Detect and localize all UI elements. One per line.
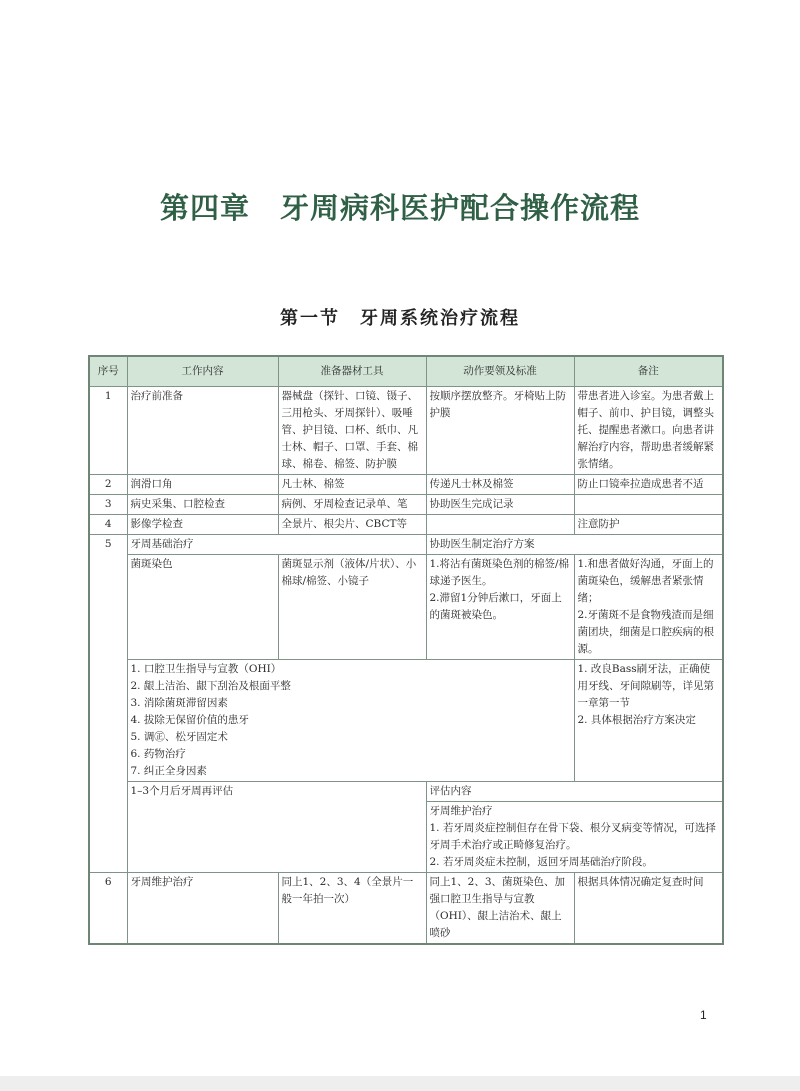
cell-content: 1–3个月后牙周再评估 [127,782,426,873]
cell-no: 5 [89,535,127,873]
cell-content: 牙周维护治疗 [127,873,278,945]
chapter-title: 第四章 牙周病科医护配合操作流程 [159,191,640,225]
cell-no: 4 [89,515,127,535]
cell-label: 评估内容 [426,782,723,802]
table-row-steps [89,660,723,782]
cell-content: 菌斑染色 [127,555,278,660]
step-item: 4. 拔除无保留价值的患牙 [130,714,249,726]
cell-note: 注意防护 [574,515,723,535]
cell-no: 1 [89,387,127,475]
cell-note [574,555,723,660]
cell-note [574,660,723,782]
header-content: 工作内容 [127,356,278,387]
step-item: 6. 药物治疗 [130,748,186,760]
step-item: 2. 龈上洁治、龈下刮治及根面平整 [130,680,291,692]
cell-no: 3 [89,495,127,515]
cell-tools: 同上1、2、3、4（全景片一般一年拍一次） [278,873,426,945]
table-row [89,873,723,945]
cell-content: 治疗前准备 [127,387,278,475]
cell-content: 牙周基础治疗 [127,535,426,555]
table-row [89,515,723,535]
cell-action [426,555,574,660]
note-item: 1. 改良Bass刷牙法，正确使用牙线、牙间隙刷等，详见第一章第一节 [577,663,714,709]
cell-tools: 全景片、根尖片、CBCT等 [278,515,426,535]
table-row [89,387,723,475]
cell-note: 防止口镜牵拉造成患者不适 [574,475,723,495]
cell-tools: 器械盘（探针、口镜、镊子、三用枪头、牙周探针）、吸唾管、护目镜、口杯、纸巾、凡士林、帽子、口罩、手套、棉球、棉卷、棉签、防护膜 [278,387,426,475]
table-row [89,475,723,495]
cell-content: 影像学检查 [127,515,278,535]
cell-note: 带患者进入诊室。为患者戴上帽子、前巾、护目镜，调整头托、提醒患者漱口。向患者讲解治疗内容，帮助患者缓解紧张情绪。 [574,387,723,475]
step-item: 1. 口腔卫生指导与宣教（OHI） [130,663,282,675]
cell-note [574,495,723,515]
cell-action: 协助医生制定治疗方案 [426,535,723,555]
table-header-row [89,356,723,387]
cell-action [426,515,574,535]
action-step: 1.将沾有菌斑染色剂的棉签/棉球递予医生。 [429,558,570,587]
reeval-item: 牙周维护治疗 [429,805,493,817]
cell-no: 6 [89,873,127,945]
cell-tools: 病例、牙周检查记录单、笔 [278,495,426,515]
bottom-bar [0,1076,800,1091]
cell-content: 润滑口角 [127,475,278,495]
table-row-plaque [89,555,723,660]
cell-no: 2 [89,475,127,495]
cell-action: 按顺序摆放整齐。牙椅贴上防护膜 [426,387,574,475]
header-no: 序号 [89,356,127,387]
section-title: 第一节 牙周系统治疗流程 [280,308,520,329]
procedure-table [88,355,724,945]
step-item: 3. 消除菌斑滞留因素 [130,697,228,709]
header-tools: 准备器材工具 [278,356,426,387]
table-row [89,495,723,515]
cell-content: 病史采集、口腔检查 [127,495,278,515]
header-action: 动作要领及标准 [426,356,574,387]
table-row [89,535,723,555]
reeval-item: 1. 若牙周炎症控制但存在骨下袋、根分叉病变等情况，可选择牙周手术治疗或正畸修复治疗。 [429,822,716,851]
cell-action: 同上1、2、3、菌斑染色、加强口腔卫生指导与宣教（OHI）、龈上洁治术、龈上喷砂 [426,873,574,945]
page-number: 1 [700,1008,707,1022]
note-item: 1.和患者做好沟通，牙面上的菌斑染色，缓解患者紧张情绪； [577,558,714,604]
cell-tools: 菌斑显示剂（液体/片状）、小棉球/棉签、小镜子 [278,555,426,660]
cell-action: 协助医生完成记录 [426,495,574,515]
step-item: 7. 纠正全身因素 [130,765,207,777]
header-note: 备注 [574,356,723,387]
cell-action: 传递凡士林及棉签 [426,475,574,495]
reeval-item: 2. 若牙周炎症未控制，返回牙周基础治疗阶段。 [429,856,653,868]
note-item: 2. 具体根据治疗方案决定 [577,714,696,726]
step-item: 5. 调㊣、松牙固定术 [130,731,228,743]
cell-tools: 凡士林、棉签 [278,475,426,495]
action-step: 2.滞留1分钟后漱口，牙面上的菌斑被染色。 [429,592,562,621]
note-item: 2.牙菌斑不是食物残渣而是细菌团块，细菌是口腔疾病的根源。 [577,609,714,655]
cell-note: 根据具体情况确定复查时间 [574,873,723,945]
cell-reeval-items [426,802,723,873]
table-row-reeval [89,782,723,802]
cell-steps [127,660,574,782]
